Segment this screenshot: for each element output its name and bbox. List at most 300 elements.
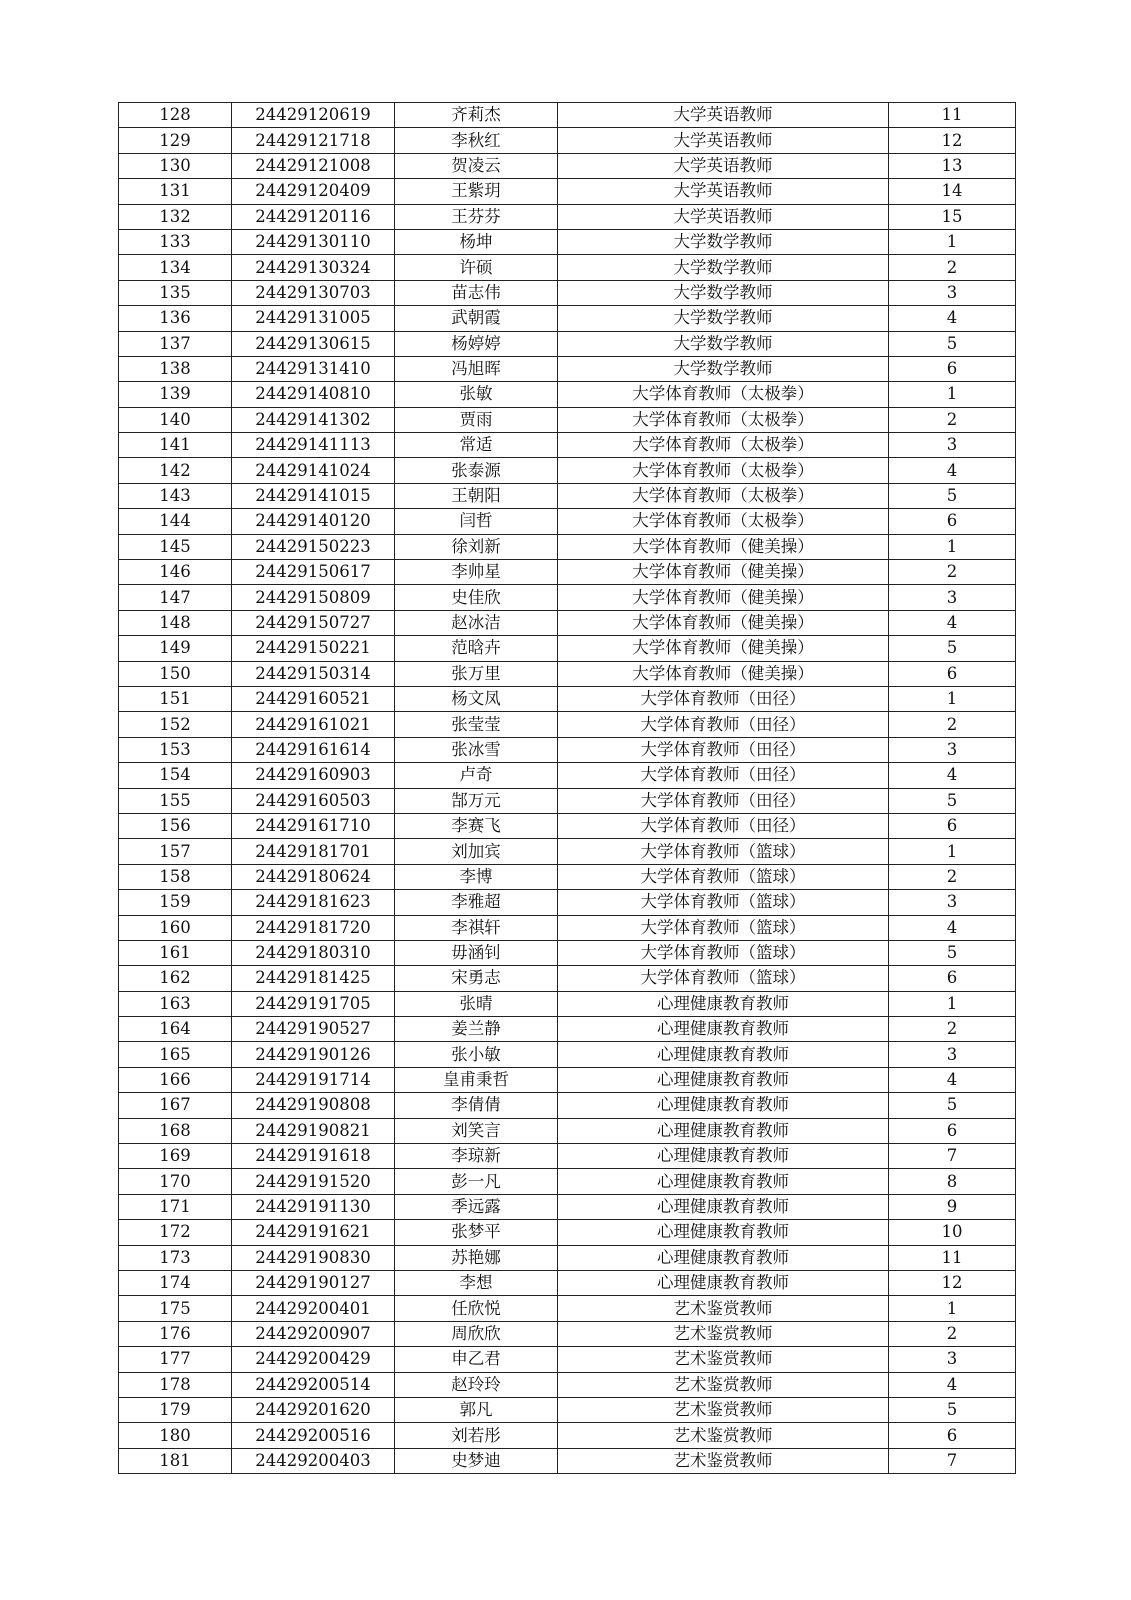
rank-cell: 3	[889, 1347, 1016, 1372]
table-row	[119, 1042, 1016, 1067]
candidate-name-cell: 李雅超	[395, 890, 558, 915]
table-row	[119, 788, 1016, 813]
ticket-number-cell: 24429180310	[232, 940, 395, 965]
ticket-number-cell: 24429130110	[232, 229, 395, 254]
row-index-cell: 132	[119, 204, 232, 229]
candidate-name-cell: 李祺轩	[395, 915, 558, 940]
candidate-name-cell: 苏艳娜	[395, 1245, 558, 1270]
ticket-number-cell: 24429191621	[232, 1220, 395, 1245]
ticket-number-cell: 24429121008	[232, 153, 395, 178]
candidate-name-cell: 申乙君	[395, 1347, 558, 1372]
candidate-name-cell: 李倩倩	[395, 1093, 558, 1118]
ticket-number-cell: 24429150727	[232, 610, 395, 635]
row-index-cell: 160	[119, 915, 232, 940]
rank-cell: 4	[889, 763, 1016, 788]
ticket-number-cell: 24429200514	[232, 1372, 395, 1397]
candidate-name-cell: 王朝阳	[395, 483, 558, 508]
ticket-number-cell: 24429191618	[232, 1144, 395, 1169]
position-cell: 大学英语教师	[558, 179, 889, 204]
rank-cell: 2	[889, 712, 1016, 737]
table-row	[119, 915, 1016, 940]
candidate-name-cell: 赵玲玲	[395, 1372, 558, 1397]
row-index-cell: 136	[119, 306, 232, 331]
ticket-number-cell: 24429140120	[232, 509, 395, 534]
position-cell: 大学体育教师（田径）	[558, 712, 889, 737]
rank-cell: 5	[889, 1093, 1016, 1118]
position-cell: 心理健康教育教师	[558, 1194, 889, 1219]
candidate-name-cell: 李秋红	[395, 128, 558, 153]
table-row	[119, 1144, 1016, 1169]
row-index-cell: 162	[119, 966, 232, 991]
candidate-name-cell: 张万里	[395, 661, 558, 686]
row-index-cell: 128	[119, 103, 232, 128]
table-row	[119, 991, 1016, 1016]
table-row	[119, 712, 1016, 737]
candidate-name-cell: 贺凌云	[395, 153, 558, 178]
position-cell: 心理健康教育教师	[558, 1144, 889, 1169]
row-index-cell: 165	[119, 1042, 232, 1067]
position-cell: 大学数学教师	[558, 229, 889, 254]
ticket-number-cell: 24429161021	[232, 712, 395, 737]
candidate-name-cell: 常适	[395, 433, 558, 458]
rank-cell: 6	[889, 1423, 1016, 1448]
rank-cell: 13	[889, 153, 1016, 178]
row-index-cell: 153	[119, 737, 232, 762]
ticket-number-cell: 24429150314	[232, 661, 395, 686]
ticket-number-cell: 24429141024	[232, 458, 395, 483]
row-index-cell: 135	[119, 280, 232, 305]
table-row	[119, 610, 1016, 635]
ticket-number-cell: 24429150223	[232, 534, 395, 559]
position-cell: 大学体育教师（田径）	[558, 788, 889, 813]
position-cell: 大学体育教师（健美操）	[558, 585, 889, 610]
rank-cell: 3	[889, 280, 1016, 305]
position-cell: 心理健康教育教师	[558, 1017, 889, 1042]
table-row	[119, 839, 1016, 864]
row-index-cell: 139	[119, 382, 232, 407]
table-row	[119, 1448, 1016, 1473]
ticket-number-cell: 24429161710	[232, 813, 395, 838]
ticket-number-cell: 24429160521	[232, 686, 395, 711]
rank-cell: 3	[889, 1042, 1016, 1067]
candidate-name-cell: 皇甫秉哲	[395, 1067, 558, 1092]
position-cell: 艺术鉴赏教师	[558, 1347, 889, 1372]
rank-cell: 5	[889, 636, 1016, 661]
row-index-cell: 142	[119, 458, 232, 483]
candidate-name-cell: 姜兰静	[395, 1017, 558, 1042]
table-row	[119, 864, 1016, 889]
ticket-number-cell: 24429130615	[232, 331, 395, 356]
candidate-name-cell: 季远露	[395, 1194, 558, 1219]
table-row	[119, 280, 1016, 305]
rank-cell: 11	[889, 1245, 1016, 1270]
candidate-name-cell: 宋勇志	[395, 966, 558, 991]
candidate-name-cell: 张晴	[395, 991, 558, 1016]
row-index-cell: 176	[119, 1321, 232, 1346]
row-index-cell: 141	[119, 433, 232, 458]
candidate-name-cell: 闫哲	[395, 509, 558, 534]
candidate-name-cell: 杨文凤	[395, 686, 558, 711]
row-index-cell: 180	[119, 1423, 232, 1448]
position-cell: 心理健康教育教师	[558, 1042, 889, 1067]
position-cell: 大学体育教师（健美操）	[558, 610, 889, 635]
candidate-name-cell: 冯旭晖	[395, 356, 558, 381]
rank-cell: 3	[889, 585, 1016, 610]
table-row	[119, 1270, 1016, 1295]
ticket-number-cell: 24429190808	[232, 1093, 395, 1118]
table-row	[119, 940, 1016, 965]
ticket-number-cell: 24429150221	[232, 636, 395, 661]
table-row	[119, 1067, 1016, 1092]
row-index-cell: 150	[119, 661, 232, 686]
position-cell: 大学体育教师（田径）	[558, 686, 889, 711]
row-index-cell: 175	[119, 1296, 232, 1321]
ticket-number-cell: 24429200429	[232, 1347, 395, 1372]
row-index-cell: 166	[119, 1067, 232, 1092]
position-cell: 大学体育教师（田径）	[558, 763, 889, 788]
position-cell: 大学英语教师	[558, 103, 889, 128]
ticket-number-cell: 24429180624	[232, 864, 395, 889]
table-row	[119, 179, 1016, 204]
candidate-name-cell: 毋涵钊	[395, 940, 558, 965]
position-cell: 艺术鉴赏教师	[558, 1448, 889, 1473]
candidate-name-cell: 贾雨	[395, 407, 558, 432]
position-cell: 大学英语教师	[558, 153, 889, 178]
rank-cell: 1	[889, 1296, 1016, 1321]
candidate-name-cell: 刘若彤	[395, 1423, 558, 1448]
position-cell: 艺术鉴赏教师	[558, 1321, 889, 1346]
position-cell: 大学体育教师（田径）	[558, 737, 889, 762]
rank-cell: 4	[889, 610, 1016, 635]
row-index-cell: 143	[119, 483, 232, 508]
ticket-number-cell: 24429120409	[232, 179, 395, 204]
row-index-cell: 167	[119, 1093, 232, 1118]
candidate-name-cell: 郜万元	[395, 788, 558, 813]
position-cell: 大学体育教师（健美操）	[558, 560, 889, 585]
table-row	[119, 1347, 1016, 1372]
ticket-number-cell: 24429120619	[232, 103, 395, 128]
candidate-name-cell: 史佳欣	[395, 585, 558, 610]
row-index-cell: 158	[119, 864, 232, 889]
table-row	[119, 1118, 1016, 1143]
table-row	[119, 737, 1016, 762]
table-row	[119, 966, 1016, 991]
row-index-cell: 138	[119, 356, 232, 381]
position-cell: 心理健康教育教师	[558, 991, 889, 1016]
position-cell: 大学体育教师（篮球）	[558, 940, 889, 965]
position-cell: 大学英语教师	[558, 128, 889, 153]
table-row	[119, 229, 1016, 254]
table-row	[119, 1372, 1016, 1397]
position-cell: 心理健康教育教师	[558, 1245, 889, 1270]
candidate-name-cell: 李帅星	[395, 560, 558, 585]
table-row	[119, 306, 1016, 331]
row-index-cell: 156	[119, 813, 232, 838]
position-cell: 大学体育教师（健美操）	[558, 636, 889, 661]
candidate-name-cell: 郭凡	[395, 1397, 558, 1422]
ticket-number-cell: 24429200401	[232, 1296, 395, 1321]
results-table	[118, 102, 1016, 1474]
row-index-cell: 129	[119, 128, 232, 153]
ticket-number-cell: 24429191714	[232, 1067, 395, 1092]
table-row	[119, 1093, 1016, 1118]
candidate-name-cell: 卢奇	[395, 763, 558, 788]
table-row	[119, 407, 1016, 432]
rank-cell: 7	[889, 1448, 1016, 1473]
table-row	[119, 636, 1016, 661]
rank-cell: 7	[889, 1144, 1016, 1169]
rank-cell: 12	[889, 1270, 1016, 1295]
table-row	[119, 483, 1016, 508]
rank-cell: 2	[889, 255, 1016, 280]
position-cell: 艺术鉴赏教师	[558, 1296, 889, 1321]
row-index-cell: 154	[119, 763, 232, 788]
ticket-number-cell: 24429201620	[232, 1397, 395, 1422]
rank-cell: 2	[889, 864, 1016, 889]
candidate-name-cell: 刘加宾	[395, 839, 558, 864]
ticket-number-cell: 24429130703	[232, 280, 395, 305]
table-row	[119, 1321, 1016, 1346]
rank-cell: 1	[889, 534, 1016, 559]
table-row	[119, 255, 1016, 280]
rank-cell: 11	[889, 103, 1016, 128]
ticket-number-cell: 24429160503	[232, 788, 395, 813]
row-index-cell: 163	[119, 991, 232, 1016]
candidate-name-cell: 王芬芬	[395, 204, 558, 229]
ticket-number-cell: 24429181623	[232, 890, 395, 915]
row-index-cell: 179	[119, 1397, 232, 1422]
table-row	[119, 686, 1016, 711]
candidate-name-cell: 许硕	[395, 255, 558, 280]
row-index-cell: 168	[119, 1118, 232, 1143]
position-cell: 大学体育教师（太极拳）	[558, 382, 889, 407]
row-index-cell: 131	[119, 179, 232, 204]
results-table-body	[119, 103, 1016, 1474]
rank-cell: 6	[889, 661, 1016, 686]
candidate-name-cell: 苗志伟	[395, 280, 558, 305]
rank-cell: 4	[889, 458, 1016, 483]
table-row	[119, 813, 1016, 838]
row-index-cell: 145	[119, 534, 232, 559]
candidate-name-cell: 张冰雪	[395, 737, 558, 762]
ticket-number-cell: 24429181701	[232, 839, 395, 864]
ticket-number-cell: 24429190126	[232, 1042, 395, 1067]
rank-cell: 4	[889, 1067, 1016, 1092]
position-cell: 大学体育教师（健美操）	[558, 661, 889, 686]
rank-cell: 4	[889, 306, 1016, 331]
candidate-name-cell: 李琼新	[395, 1144, 558, 1169]
table-row	[119, 1194, 1016, 1219]
candidate-name-cell: 李想	[395, 1270, 558, 1295]
rank-cell: 6	[889, 356, 1016, 381]
position-cell: 艺术鉴赏教师	[558, 1372, 889, 1397]
table-row	[119, 356, 1016, 381]
table-row	[119, 1169, 1016, 1194]
row-index-cell: 174	[119, 1270, 232, 1295]
position-cell: 大学数学教师	[558, 331, 889, 356]
ticket-number-cell: 24429191130	[232, 1194, 395, 1219]
position-cell: 心理健康教育教师	[558, 1067, 889, 1092]
position-cell: 大学体育教师（田径）	[558, 813, 889, 838]
ticket-number-cell: 24429191705	[232, 991, 395, 1016]
rank-cell: 5	[889, 483, 1016, 508]
ticket-number-cell: 24429141113	[232, 433, 395, 458]
position-cell: 心理健康教育教师	[558, 1220, 889, 1245]
position-cell: 心理健康教育教师	[558, 1093, 889, 1118]
row-index-cell: 151	[119, 686, 232, 711]
position-cell: 大学体育教师（篮球）	[558, 915, 889, 940]
ticket-number-cell: 24429181720	[232, 915, 395, 940]
ticket-number-cell: 24429141302	[232, 407, 395, 432]
rank-cell: 1	[889, 991, 1016, 1016]
candidate-name-cell: 张梦平	[395, 1220, 558, 1245]
candidate-name-cell: 任欣悦	[395, 1296, 558, 1321]
ticket-number-cell: 24429140810	[232, 382, 395, 407]
row-index-cell: 171	[119, 1194, 232, 1219]
candidate-name-cell: 周欣欣	[395, 1321, 558, 1346]
rank-cell: 2	[889, 1017, 1016, 1042]
row-index-cell: 130	[119, 153, 232, 178]
candidate-name-cell: 范晗卉	[395, 636, 558, 661]
row-index-cell: 178	[119, 1372, 232, 1397]
rank-cell: 4	[889, 915, 1016, 940]
rank-cell: 2	[889, 560, 1016, 585]
row-index-cell: 164	[119, 1017, 232, 1042]
position-cell: 大学体育教师（太极拳）	[558, 458, 889, 483]
candidate-name-cell: 张莹莹	[395, 712, 558, 737]
ticket-number-cell: 24429141015	[232, 483, 395, 508]
rank-cell: 2	[889, 1321, 1016, 1346]
ticket-number-cell: 24429131005	[232, 306, 395, 331]
position-cell: 大学体育教师（篮球）	[558, 890, 889, 915]
ticket-number-cell: 24429190527	[232, 1017, 395, 1042]
ticket-number-cell: 24429191520	[232, 1169, 395, 1194]
rank-cell: 1	[889, 839, 1016, 864]
table-row	[119, 204, 1016, 229]
candidate-name-cell: 刘笑言	[395, 1118, 558, 1143]
position-cell: 大学体育教师（太极拳）	[558, 407, 889, 432]
position-cell: 大学数学教师	[558, 356, 889, 381]
rank-cell: 14	[889, 179, 1016, 204]
row-index-cell: 169	[119, 1144, 232, 1169]
candidate-name-cell: 赵冰洁	[395, 610, 558, 635]
table-row	[119, 890, 1016, 915]
row-index-cell: 157	[119, 839, 232, 864]
position-cell: 艺术鉴赏教师	[558, 1397, 889, 1422]
candidate-name-cell: 齐莉杰	[395, 103, 558, 128]
rank-cell: 3	[889, 890, 1016, 915]
row-index-cell: 133	[119, 229, 232, 254]
rank-cell: 4	[889, 1372, 1016, 1397]
candidate-name-cell: 王紫玥	[395, 179, 558, 204]
table-row	[119, 153, 1016, 178]
table-row	[119, 1245, 1016, 1270]
candidate-name-cell: 张泰源	[395, 458, 558, 483]
ticket-number-cell: 24429190127	[232, 1270, 395, 1295]
position-cell: 大学体育教师（太极拳）	[558, 509, 889, 534]
table-row	[119, 585, 1016, 610]
position-cell: 大学体育教师（篮球）	[558, 966, 889, 991]
position-cell: 心理健康教育教师	[558, 1169, 889, 1194]
row-index-cell: 148	[119, 610, 232, 635]
row-index-cell: 146	[119, 560, 232, 585]
candidate-name-cell: 杨婷婷	[395, 331, 558, 356]
candidate-name-cell: 李赛飞	[395, 813, 558, 838]
row-index-cell: 177	[119, 1347, 232, 1372]
position-cell: 大学英语教师	[558, 204, 889, 229]
rank-cell: 8	[889, 1169, 1016, 1194]
row-index-cell: 172	[119, 1220, 232, 1245]
row-index-cell: 147	[119, 585, 232, 610]
ticket-number-cell: 24429150617	[232, 560, 395, 585]
candidate-name-cell: 徐刘新	[395, 534, 558, 559]
rank-cell: 5	[889, 788, 1016, 813]
rank-cell: 5	[889, 940, 1016, 965]
table-row	[119, 509, 1016, 534]
candidate-name-cell: 史梦迪	[395, 1448, 558, 1473]
position-cell: 艺术鉴赏教师	[558, 1423, 889, 1448]
rank-cell: 3	[889, 433, 1016, 458]
table-row	[119, 1397, 1016, 1422]
rank-cell: 6	[889, 966, 1016, 991]
table-row	[119, 331, 1016, 356]
table-row	[119, 128, 1016, 153]
candidate-name-cell: 李博	[395, 864, 558, 889]
results-sheet	[118, 102, 1016, 1474]
candidate-name-cell: 彭一凡	[395, 1169, 558, 1194]
position-cell: 心理健康教育教师	[558, 1270, 889, 1295]
rank-cell: 5	[889, 1397, 1016, 1422]
ticket-number-cell: 24429190830	[232, 1245, 395, 1270]
ticket-number-cell: 24429200403	[232, 1448, 395, 1473]
rank-cell: 1	[889, 229, 1016, 254]
table-row	[119, 433, 1016, 458]
row-index-cell: 144	[119, 509, 232, 534]
row-index-cell: 181	[119, 1448, 232, 1473]
rank-cell: 6	[889, 813, 1016, 838]
rank-cell: 6	[889, 1118, 1016, 1143]
row-index-cell: 140	[119, 407, 232, 432]
table-row	[119, 382, 1016, 407]
row-index-cell: 155	[119, 788, 232, 813]
position-cell: 大学数学教师	[558, 306, 889, 331]
table-row	[119, 458, 1016, 483]
ticket-number-cell: 24429181425	[232, 966, 395, 991]
rank-cell: 15	[889, 204, 1016, 229]
rank-cell: 1	[889, 382, 1016, 407]
position-cell: 大学数学教师	[558, 280, 889, 305]
ticket-number-cell: 24429121718	[232, 128, 395, 153]
rank-cell: 1	[889, 686, 1016, 711]
row-index-cell: 173	[119, 1245, 232, 1270]
rank-cell: 12	[889, 128, 1016, 153]
candidate-name-cell: 杨坤	[395, 229, 558, 254]
position-cell: 心理健康教育教师	[558, 1118, 889, 1143]
row-index-cell: 159	[119, 890, 232, 915]
position-cell: 大学体育教师（健美操）	[558, 534, 889, 559]
position-cell: 大学体育教师（篮球）	[558, 864, 889, 889]
ticket-number-cell: 24429161614	[232, 737, 395, 762]
ticket-number-cell: 24429200516	[232, 1423, 395, 1448]
ticket-number-cell: 24429160903	[232, 763, 395, 788]
candidate-name-cell: 张小敏	[395, 1042, 558, 1067]
ticket-number-cell: 24429150809	[232, 585, 395, 610]
table-row	[119, 103, 1016, 128]
table-row	[119, 1017, 1016, 1042]
ticket-number-cell: 24429120116	[232, 204, 395, 229]
row-index-cell: 170	[119, 1169, 232, 1194]
position-cell: 大学体育教师（太极拳）	[558, 433, 889, 458]
